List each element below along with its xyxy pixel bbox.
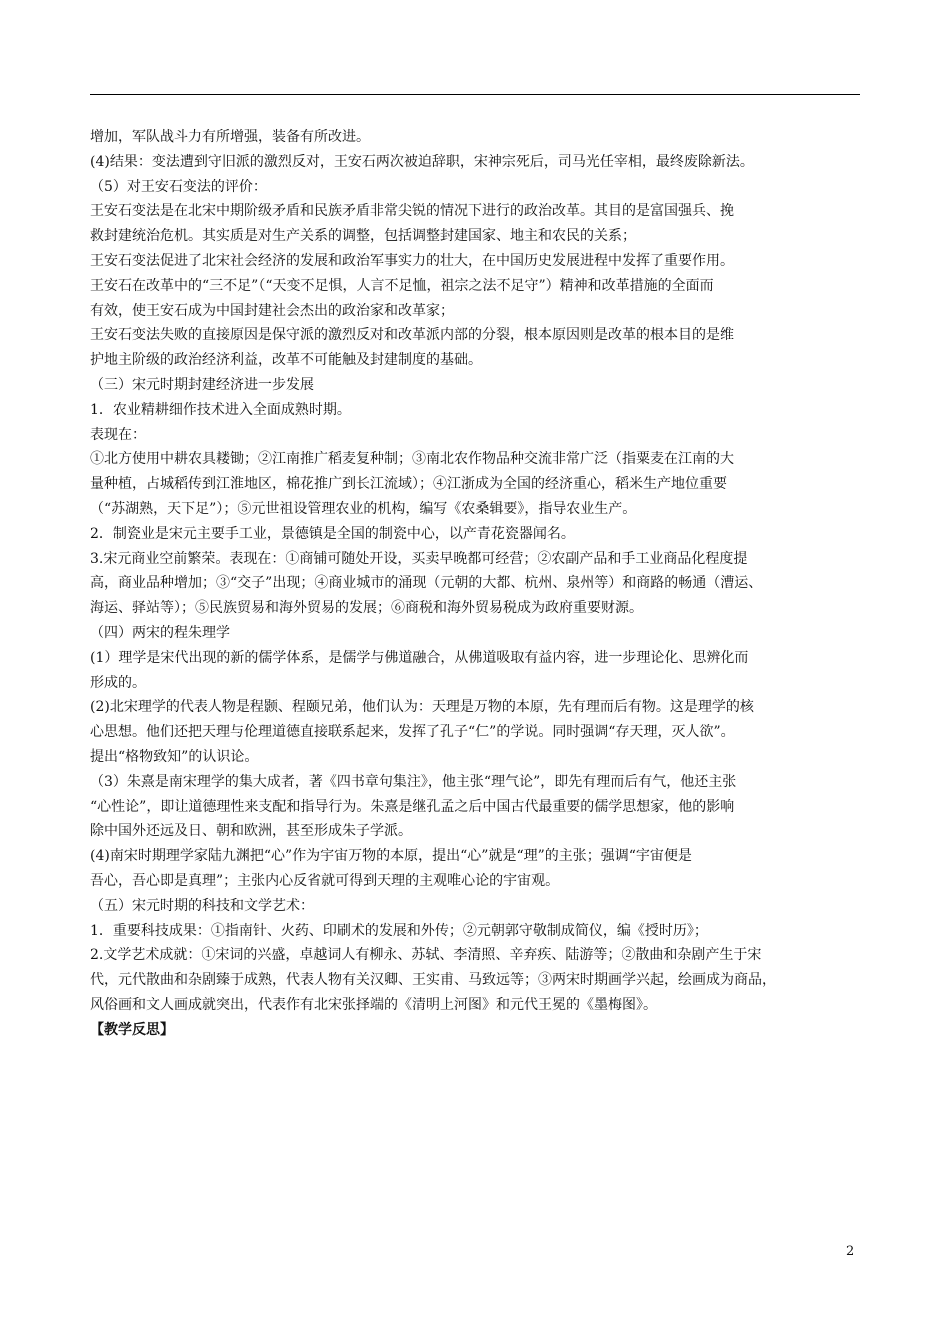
text-line: 王安石变法失败的直接原因是保守派的激烈反对和改革派内部的分裂，根本原因则是改革的根本目的是维 bbox=[90, 327, 734, 344]
text-line: （3）朱熹是南宋理学的集大成者，著《四书章句集注》，他主张“理气论”，即先有理而后有气，他还主张 bbox=[90, 773, 737, 790]
text-line: 海运、驿站等）；⑤民族贸易和海外贸易的发展；⑥商税和海外贸易税成为政府重要财源。 bbox=[90, 600, 643, 617]
text-line: 有效，使王安石成为中国封建社会杰出的政治家和改革家； bbox=[90, 302, 454, 319]
text-line: 代，元代散曲和杂剧臻于成熟，代表人物有关汉卿、王实甫、马致远等；③两宋时期画学兴起，绘画成为商品， bbox=[90, 972, 776, 989]
text-line: 1．重要科技成果：①指南针、火药、印刷术的发展和外传；②元朝郭守敬制成简仪，编《授时历》； bbox=[90, 922, 708, 939]
text-line: (4)结果：变法遭到守旧派的激烈反对，王安石两次被迫辞职，宋神宗死后，司马光任宰相，最终废除新法。 bbox=[90, 153, 754, 170]
text-line: 提出“格物致知”的认识论。 bbox=[90, 748, 259, 765]
text-line: （5）对王安石变法的评价： bbox=[90, 178, 267, 195]
text-line: 王安石变法促进了北宋社会经济的发展和政治军事实力的壮大，在中国历史发展进程中发挥了重要作用。 bbox=[90, 252, 734, 269]
text-line: 王安石变法是在北宋中期阶级矛盾和民族矛盾非常尖锐的情况下进行的政治改革。其目的是富国强兵、挽 bbox=[90, 203, 734, 220]
text-line: （四）两宋的程朱理学 bbox=[90, 624, 230, 641]
text-line: 增加，军队战斗力有所增强，装备有所改进。 bbox=[90, 129, 370, 145]
text-line: (4)南宋时期理学家陆九渊把“心”作为宇宙万物的本原，提出“心”就是“理”的主张；强调“宇宙便是 bbox=[90, 848, 692, 865]
text-line: 【教学反思】 bbox=[90, 1021, 174, 1038]
text-line: （“苏湖熟，天下足”）；⑤元世祖设管理农业的机构，编写《农桑辑要》，指导农业生产。 bbox=[90, 500, 637, 517]
text-line: 吾心，吾心即是真理”；主张内心反省就可得到天理的主观唯心论的宇宙观。 bbox=[90, 872, 560, 889]
header-rule bbox=[90, 94, 860, 95]
text-line: 量种植，占城稻传到江淮地区，棉花推广到长江流域）；④江浙成为全国的经济重心，稻米生产地位重要 bbox=[90, 476, 727, 493]
text-line: “心性论”，即让道德理性来支配和指导行为。朱熹是继孔孟之后中国古代最重要的儒学思想家，他的影响 bbox=[90, 798, 735, 815]
text-line: 3.宋元商业空前繁荣。表现在：①商铺可随处开设，买卖早晚都可经营；②农副产品和手工业商品化程度提 bbox=[90, 550, 748, 567]
text-line: 表现在： bbox=[90, 426, 146, 443]
text-line: 王安石在改革中的“三不足”（“天变不足惧，人言不足恤，祖宗之法不足守”）精神和改革措施的全面而 bbox=[90, 277, 714, 294]
text-line: 心思想。他们还把天理与伦理道德直接联系起来，发挥了孔子“仁”的学说。同时强调“存天理，灭人欲”。 bbox=[90, 724, 735, 741]
text-line: 护地主阶级的政治经济利益，改革不可能触及封建制度的基础。 bbox=[90, 352, 482, 369]
text-line: ①北方使用中耕农具耧锄；②江南推广稻麦复种制；③南北农作物品种交流非常广泛（指粟麦在江南的大 bbox=[90, 451, 734, 468]
text-line: (1）理学是宋代出现的新的儒学体系，是儒学与佛道融合，从佛道吸取有益内容，进一步理论化、思辨化而 bbox=[90, 649, 749, 666]
text-line: 除中国外还远及日、朝和欧洲，甚至形成朱子学派。 bbox=[90, 823, 412, 840]
text-line: 形成的。 bbox=[90, 674, 146, 691]
text-line: 1．农业精耕细作技术进入全面成熟时期。 bbox=[90, 401, 351, 418]
text-line: 风俗画和文人画成就突出，代表作有北宋张择端的《清明上河图》和元代王冕的《墨梅图》。 bbox=[90, 996, 657, 1013]
text-line: 救封建统治危机。其实质是对生产关系的调整，包括调整封建国家、地主和农民的关系； bbox=[90, 228, 636, 245]
text-line: 2.文学艺术成就：①宋词的兴盛，卓越词人有柳永、苏轼、李清照、辛弃疾、陆游等；②散曲和杂剧产生于宋 bbox=[90, 947, 762, 964]
text-line: （五）宋元时期的科技和文学艺术： bbox=[90, 897, 314, 914]
document-body bbox=[90, 125, 860, 1042]
text-line: （三）宋元时期封建经济进一步发展 bbox=[90, 376, 314, 393]
text-line: (2)北宋理学的代表人物是程颢、程颐兄弟，他们认为：天理是万物的本原，先有理而后有物。这是理学的核 bbox=[90, 699, 754, 716]
text-line: 2．制瓷业是宋元主要手工业，景德镇是全国的制瓷中心，以产青花瓷器闻名。 bbox=[90, 525, 575, 542]
page-number: 2 bbox=[846, 1244, 855, 1259]
text-line: 高，商业品种增加；③“交子”出现；④商业城市的涌现（元朝的大都、杭州、泉州等）和商路的畅通（漕运、 bbox=[90, 575, 763, 592]
